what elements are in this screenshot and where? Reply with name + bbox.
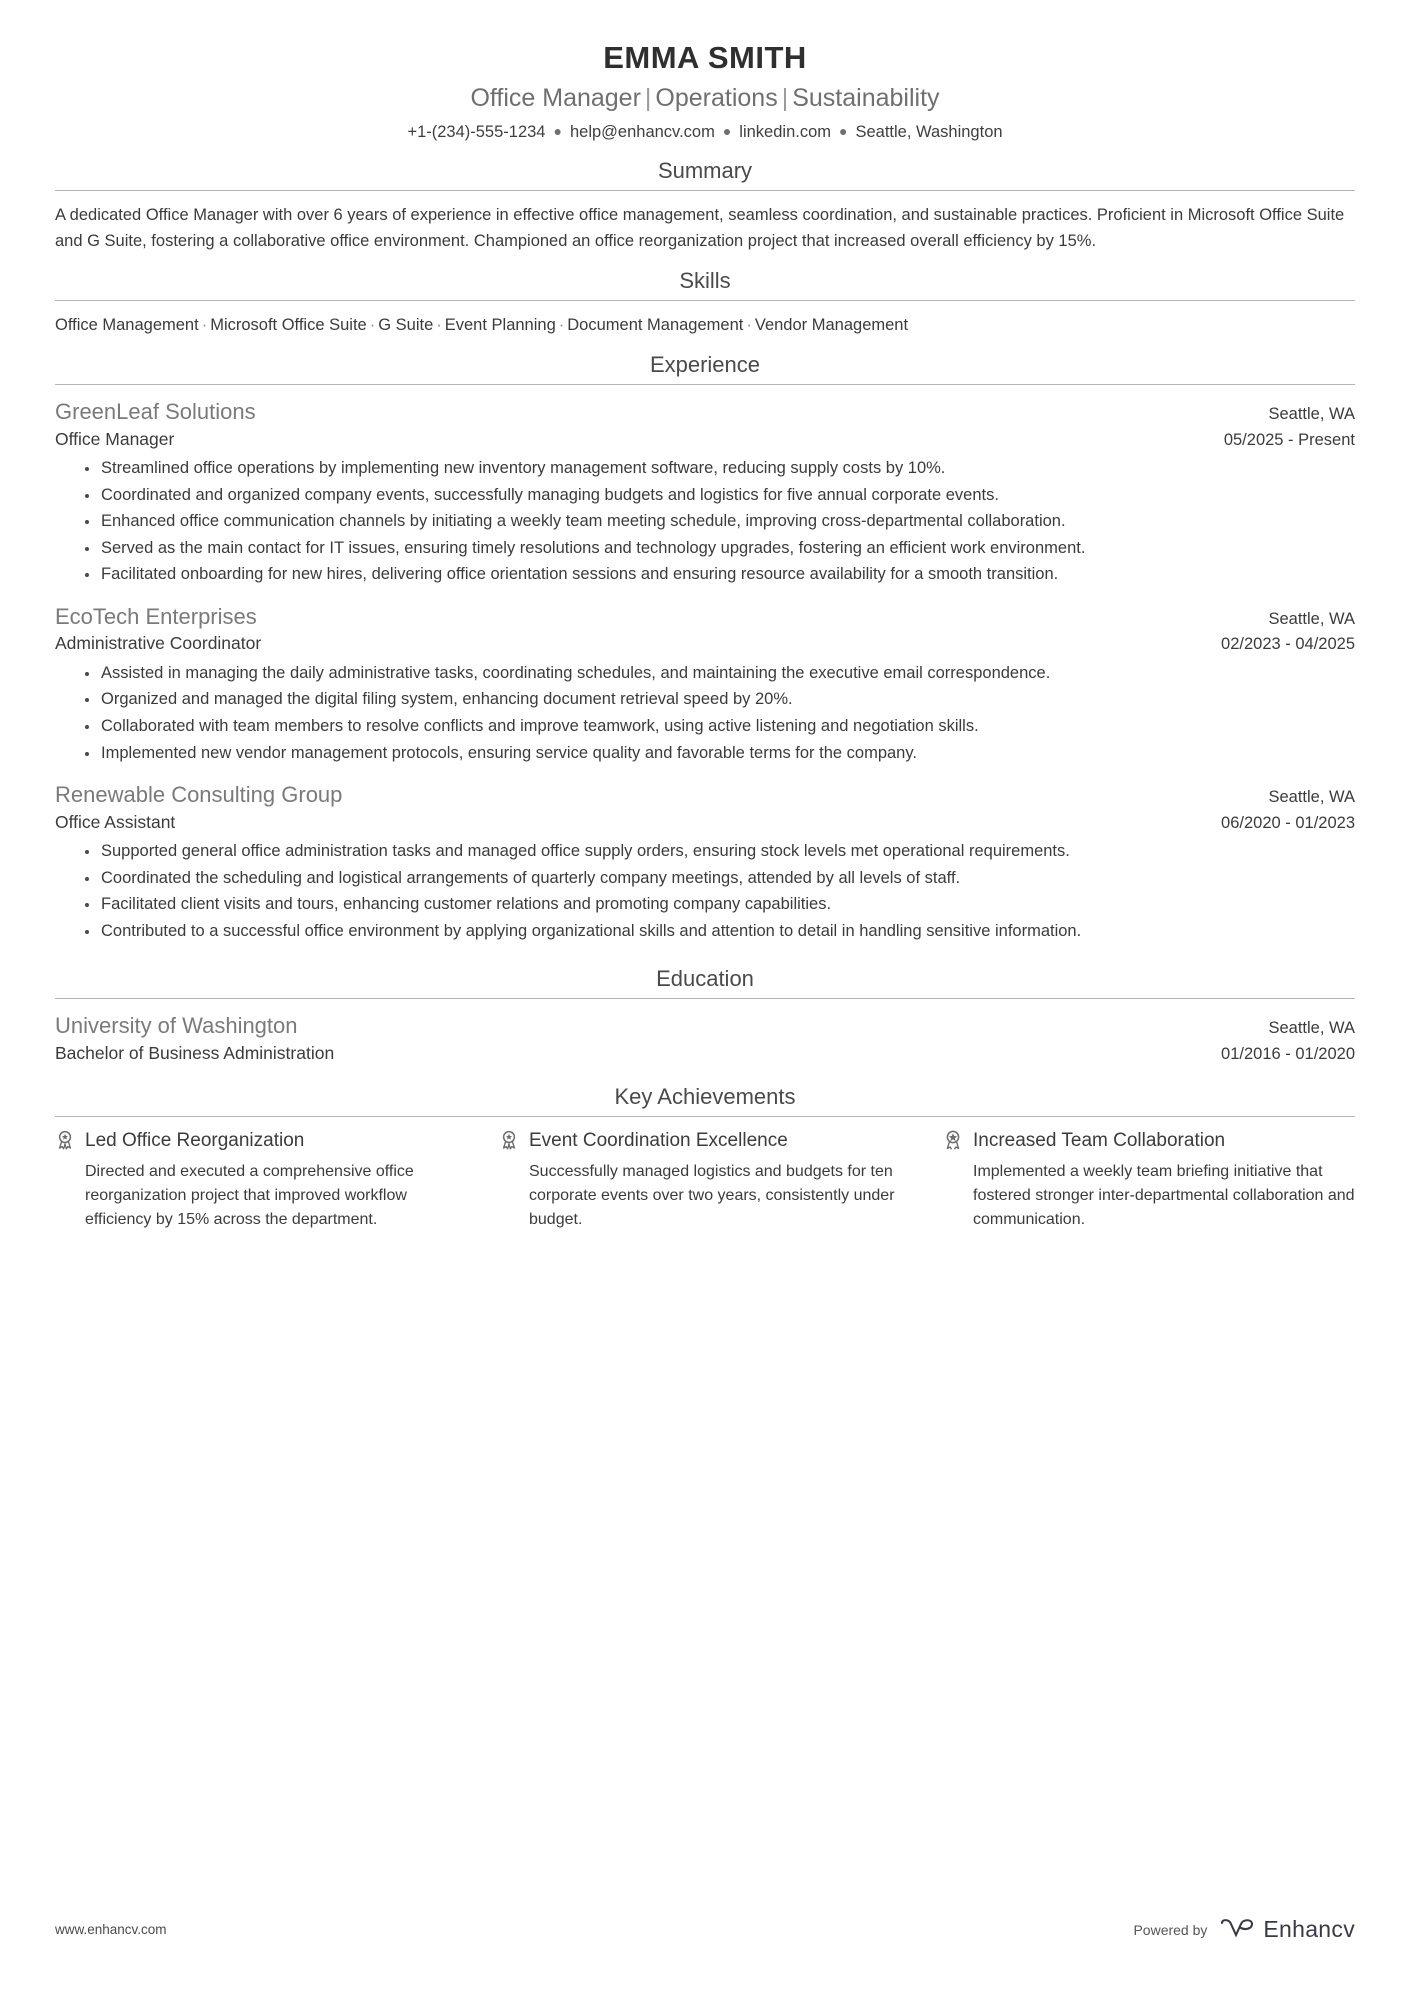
candidate-name: EMMA SMITH bbox=[603, 40, 807, 75]
section-title-skills: Skills bbox=[679, 268, 731, 294]
headline-part-2: Operations bbox=[655, 84, 778, 112]
achievement-item bbox=[499, 1129, 911, 1232]
experience-bullet: Collaborated with team members to resolve conflicts and improve teamwork, using active listening and negotiation skills. bbox=[85, 714, 1355, 740]
achievements-grid bbox=[55, 1129, 1355, 1232]
skills-list bbox=[55, 313, 1355, 338]
experience-location: Seattle, WA bbox=[1268, 609, 1355, 628]
contact-line bbox=[55, 123, 1355, 142]
powered-by-label: Powered by bbox=[1133, 1921, 1208, 1938]
section-achievements bbox=[55, 1084, 1355, 1232]
experience-bullet: Served as the main contact for IT issues, ensuring timely resolutions and technology upgrades, fostering an efficient work environment. bbox=[85, 536, 1355, 562]
education-entry-top-row bbox=[55, 1011, 1355, 1041]
experience-role: Office Assistant bbox=[55, 811, 176, 832]
section-divider-education bbox=[55, 998, 1355, 999]
experience-location: Seattle, WA bbox=[1268, 788, 1355, 807]
education-entry-sub-row bbox=[55, 1041, 1355, 1066]
experience-bullet-list bbox=[55, 456, 1355, 588]
education-school: University of Washington bbox=[55, 1013, 298, 1039]
section-education bbox=[55, 966, 1355, 1066]
headline-separator-2: | bbox=[781, 84, 789, 112]
headline-part-1: Office Manager bbox=[470, 84, 641, 112]
award-medal-icon bbox=[499, 1129, 519, 1153]
skill-separator: · bbox=[201, 316, 208, 335]
section-skills bbox=[55, 268, 1355, 338]
achievement-description: Successfully managed logistics and budgets for ten corporate events over two years, consistently under budget. bbox=[529, 1163, 895, 1229]
headline-part-3: Sustainability bbox=[792, 84, 940, 112]
enhancv-wordmark: Enhancv bbox=[1263, 1916, 1355, 1942]
skill-separator: · bbox=[369, 316, 376, 335]
experience-bullet: Organized and managed the digital filing system, enhancing document retrieval speed by 20%. bbox=[85, 687, 1355, 713]
skill-item: Vendor Management bbox=[754, 316, 909, 335]
experience-bullet: Facilitated client visits and tours, enhancing customer relations and promoting company capabilities. bbox=[85, 892, 1355, 918]
contact-website[interactable]: linkedin.com bbox=[739, 123, 832, 141]
experience-company: GreenLeaf Solutions bbox=[55, 398, 256, 424]
experience-bullet: Facilitated onboarding for new hires, delivering office orientation sessions and ensuring resource availability for a smooth transition. bbox=[85, 562, 1355, 588]
candidate-headline bbox=[55, 84, 1355, 113]
enhancv-logo bbox=[1220, 1916, 1355, 1943]
experience-entry-top-row bbox=[55, 780, 1355, 810]
skill-item: Event Planning bbox=[444, 316, 556, 335]
section-divider-summary bbox=[55, 190, 1355, 191]
section-summary bbox=[55, 158, 1355, 254]
skill-separator: · bbox=[436, 316, 442, 335]
experience-bullet: Implemented new vendor management protocols, ensuring service quality and favorable terms for the company. bbox=[85, 741, 1355, 767]
experience-bullet: Assisted in managing the daily administrative tasks, coordinating schedules, and maintaining the executive email correspondence. bbox=[85, 661, 1355, 687]
section-title-achievements: Key Achievements bbox=[614, 1084, 796, 1110]
section-experience bbox=[55, 352, 1355, 945]
skill-separator: · bbox=[558, 316, 565, 335]
experience-entries bbox=[55, 397, 1355, 945]
section-title-summary: Summary bbox=[657, 158, 753, 183]
skill-separator: · bbox=[746, 316, 752, 335]
achievement-title: Led Office Reorganization bbox=[85, 1130, 305, 1152]
education-entries bbox=[55, 1011, 1355, 1066]
achievement-header bbox=[943, 1129, 1355, 1153]
experience-dates: 06/2020 - 01/2023 bbox=[1221, 813, 1355, 832]
summary-text: A dedicated Office Manager with over 6 years of experience in effective office management, seamless coordination, and sustainable practices. Proficient in Microsoft Office Suite and G Suite, fostering a collaborative office environment. Championed an office reorganization project that increased overall efficiency by 15%. bbox=[55, 206, 1345, 250]
education-degree: Bachelor of Business Administration bbox=[55, 1043, 335, 1064]
section-title-education: Education bbox=[656, 966, 754, 992]
skill-item: G Suite bbox=[378, 316, 434, 335]
achievement-description: Implemented a weekly team briefing initiative that fostered stronger inter-departmental collaboration and communication. bbox=[973, 1163, 1355, 1229]
experience-bullet: Contributed to a successful office environment by applying organizational skills and attention to detail in handling sensitive information. bbox=[85, 919, 1355, 945]
footer-brand-area bbox=[1133, 1916, 1355, 1943]
headline-separator-1: | bbox=[644, 84, 652, 112]
achievement-title: Increased Team Collaboration bbox=[973, 1130, 1226, 1152]
section-divider-skills bbox=[55, 300, 1355, 301]
experience-bullet: Coordinated the scheduling and logistical arrangements of quarterly company meetings, attended by all levels of staff. bbox=[85, 866, 1355, 892]
experience-dates: 05/2025 - Present bbox=[1223, 430, 1355, 449]
experience-bullet: Enhanced office communication channels by initiating a weekly team meeting schedule, improving cross-departmental collaboration. bbox=[85, 509, 1355, 535]
section-divider-experience bbox=[55, 384, 1355, 385]
footer-site-url[interactable]: www.enhancv.com bbox=[55, 1922, 167, 1937]
experience-entry bbox=[55, 780, 1355, 944]
achievement-description: Directed and executed a comprehensive office reorganization project that improved workflow efficiency by 15% across the department. bbox=[85, 1163, 414, 1229]
achievement-title: Event Coordination Excellence bbox=[529, 1130, 788, 1152]
enhancv-mark-icon bbox=[1220, 1917, 1254, 1943]
education-dates: 01/2016 - 01/2020 bbox=[1221, 1045, 1355, 1064]
experience-role: Administrative Coordinator bbox=[55, 633, 262, 654]
experience-entry-sub-row bbox=[55, 427, 1355, 452]
experience-bullet: Streamlined office operations by implementing new inventory management software, reducing supply costs by 10%. bbox=[85, 456, 1355, 482]
experience-bullet: Coordinated and organized company events, successfully managing budgets and logistics for five annual corporate events. bbox=[85, 483, 1355, 509]
skill-item: Document Management bbox=[567, 316, 744, 335]
star-badge-icon bbox=[943, 1129, 963, 1153]
experience-bullet: Supported general office administration tasks and managed office supply orders, ensuring stock levels met operational requirements. bbox=[85, 839, 1355, 865]
achievement-item bbox=[943, 1129, 1355, 1232]
experience-entry bbox=[55, 602, 1355, 766]
experience-role: Office Manager bbox=[55, 428, 175, 449]
experience-location: Seattle, WA bbox=[1268, 404, 1355, 423]
section-divider-achievements bbox=[55, 1116, 1355, 1117]
education-entry bbox=[55, 1011, 1355, 1066]
achievement-item bbox=[55, 1129, 467, 1232]
achievement-header bbox=[55, 1129, 467, 1153]
resume-header bbox=[55, 40, 1355, 142]
education-location: Seattle, WA bbox=[1268, 1019, 1355, 1038]
contact-dot-3: ● bbox=[839, 123, 848, 139]
contact-email[interactable]: help@enhancv.com bbox=[569, 123, 715, 141]
section-title-experience: Experience bbox=[649, 351, 761, 377]
experience-entry-top-row bbox=[55, 397, 1355, 427]
experience-company: Renewable Consulting Group bbox=[55, 782, 343, 808]
experience-entry-top-row bbox=[55, 602, 1355, 632]
contact-dot-1: ● bbox=[553, 123, 562, 139]
contact-dot-2: ● bbox=[722, 123, 732, 139]
experience-entry-sub-row bbox=[55, 631, 1355, 656]
experience-entry bbox=[55, 397, 1355, 588]
experience-company: EcoTech Enterprises bbox=[55, 603, 257, 629]
page-footer bbox=[55, 1916, 1355, 1943]
skill-item: Office Management bbox=[55, 316, 199, 335]
experience-entry-sub-row bbox=[55, 810, 1355, 835]
experience-bullet-list bbox=[55, 661, 1355, 766]
skill-item: Microsoft Office Suite bbox=[210, 316, 367, 335]
award-medal-icon bbox=[55, 1129, 75, 1153]
experience-bullet-list bbox=[55, 839, 1355, 944]
contact-phone: +1-(234)-555-1234 bbox=[407, 123, 546, 141]
achievement-header bbox=[499, 1129, 911, 1153]
contact-location: Seattle, Washington bbox=[855, 123, 1003, 141]
experience-dates: 02/2023 - 04/2025 bbox=[1221, 635, 1355, 654]
